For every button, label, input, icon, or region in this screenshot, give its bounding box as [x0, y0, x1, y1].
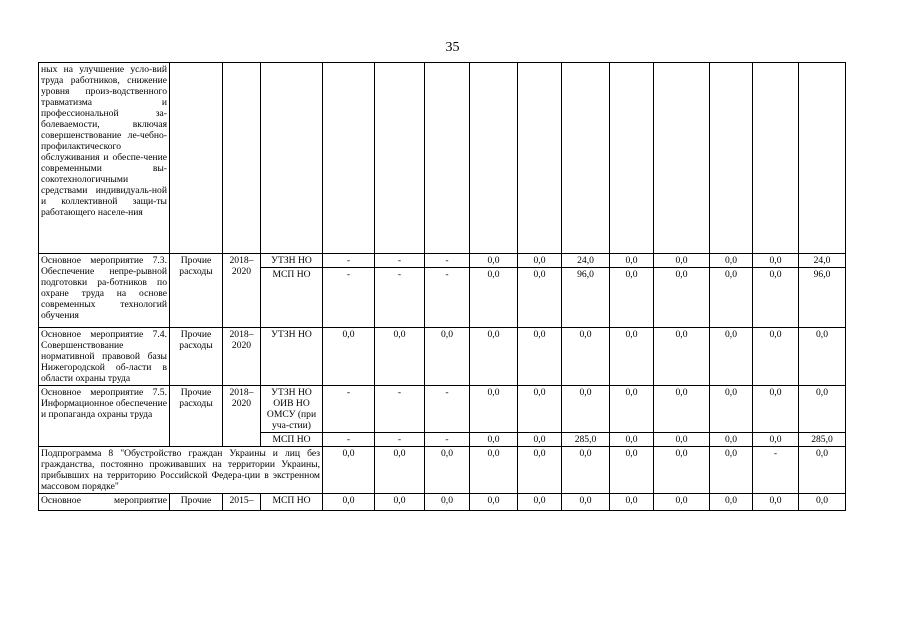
value-cell: 0,0 — [518, 386, 562, 433]
total-cell: 0,0 — [799, 494, 846, 511]
value-cell: 0,0 — [323, 494, 375, 511]
value-cell: 0,0 — [562, 447, 610, 494]
funding-source: Прочие расходы — [170, 254, 223, 328]
value-cell: - — [375, 254, 425, 268]
value-cell: - — [323, 268, 375, 328]
value-cell: - — [375, 268, 425, 328]
value-cell: 0,0 — [753, 328, 799, 386]
value-cell: 0,0 — [518, 254, 562, 268]
value-cell: 0,0 — [710, 254, 753, 268]
value-cell: 0,0 — [323, 328, 375, 386]
period: 2015– — [223, 494, 261, 511]
value-cell: - — [375, 386, 425, 433]
value-cell: 0,0 — [425, 494, 470, 511]
measure-description: ных на улучшение усло-вий труда работников, снижение уровня произ-водственного травматизма и профессиональной за-болеваемости, включая совершенствование ле-чебно-профилактического обслуживания и обеспе-чение современными вы-сокотехнологичными средствами индивидуаль-ной и коллективной защи-ты работающего населе-ния — [39, 63, 170, 254]
total-cell: 24,0 — [799, 254, 846, 268]
value-cell: 0,0 — [610, 494, 654, 511]
value-cell: 0,0 — [654, 494, 710, 511]
value-cell: - — [425, 268, 470, 328]
table-row — [39, 386, 846, 433]
value-cell: 0,0 — [518, 494, 562, 511]
value-cell: 0,0 — [610, 328, 654, 386]
value-cell: 0,0 — [654, 433, 710, 447]
value-cell: - — [425, 433, 470, 447]
total-cell: 96,0 — [799, 268, 846, 328]
value-cell: 0,0 — [610, 386, 654, 433]
measure-description: Основное мероприятие — [39, 494, 170, 511]
value-cell: 0,0 — [562, 328, 610, 386]
value-cell: 0,0 — [753, 386, 799, 433]
value-cell: - — [753, 447, 799, 494]
funding-source: Прочие — [170, 494, 223, 511]
value-cell: 0,0 — [710, 447, 753, 494]
funding-source: Прочие расходы — [170, 328, 223, 386]
executor: УТЗН НО — [261, 254, 323, 268]
value-cell: 285,0 — [562, 433, 610, 447]
table-row — [39, 254, 846, 268]
value-cell: 0,0 — [654, 268, 710, 328]
value-cell: 0,0 — [610, 433, 654, 447]
value-cell: 96,0 — [562, 268, 610, 328]
period: 2018–2020 — [223, 386, 261, 447]
value-cell: 0,0 — [753, 494, 799, 511]
total-cell: 285,0 — [799, 433, 846, 447]
total-cell: 0,0 — [799, 328, 846, 386]
value-cell: 0,0 — [470, 268, 518, 328]
value-cell: 0,0 — [610, 447, 654, 494]
period: 2018–2020 — [223, 328, 261, 386]
value-cell: 0,0 — [753, 268, 799, 328]
value-cell: 0,0 — [654, 447, 710, 494]
value-cell: - — [323, 386, 375, 433]
value-cell: 0,0 — [375, 328, 425, 386]
value-cell: 0,0 — [654, 328, 710, 386]
page-number: 35 — [445, 40, 460, 55]
table-row — [39, 63, 846, 254]
subprogram-title: Подпрограмма 8 "Обустройство граждан Украины и лиц без гражданства, постоянно проживавших на территории Украины, прибывших на территорию Российской Федера-ции в экстренном массовом порядке" — [39, 447, 323, 494]
value-cell: 0,0 — [562, 494, 610, 511]
value-cell: 0,0 — [518, 268, 562, 328]
value-cell: 0,0 — [470, 386, 518, 433]
budget-table — [38, 62, 846, 511]
funding-source: Прочие расходы — [170, 386, 223, 447]
executor: УТЗН НО ОИВ НО ОМСУ (при уча-стии) — [261, 386, 323, 433]
table-row — [39, 494, 846, 511]
executor: МСП НО — [261, 433, 323, 447]
value-cell: - — [425, 254, 470, 268]
executor: МСП НО — [261, 268, 323, 328]
value-cell: - — [323, 433, 375, 447]
value-cell: 24,0 — [562, 254, 610, 268]
value-cell: 0,0 — [518, 433, 562, 447]
executor: УТЗН НО — [261, 328, 323, 386]
value-cell: - — [323, 254, 375, 268]
value-cell: 0,0 — [470, 254, 518, 268]
value-cell: 0,0 — [753, 433, 799, 447]
value-cell: 0,0 — [610, 268, 654, 328]
value-cell: 0,0 — [654, 386, 710, 433]
value-cell: 0,0 — [610, 254, 654, 268]
value-cell: 0,0 — [425, 447, 470, 494]
measure-description: Основное мероприятие 7.4. Совершенствование нормативной правовой базы Нижегородской об-ласти в области охраны труда — [39, 328, 170, 386]
value-cell: 0,0 — [710, 268, 753, 328]
value-cell: - — [425, 386, 470, 433]
measure-description: Основное мероприятие 7.5. Информационное обеспечение и пропаганда охраны труда — [39, 386, 170, 447]
value-cell: 0,0 — [375, 447, 425, 494]
value-cell: 0,0 — [710, 386, 753, 433]
value-cell: 0,0 — [470, 447, 518, 494]
table-row — [39, 328, 846, 386]
value-cell: 0,0 — [710, 433, 753, 447]
value-cell: 0,0 — [470, 494, 518, 511]
value-cell: 0,0 — [470, 328, 518, 386]
measure-description: Основное мероприятие 7.3. Обеспечение непре-рывной подготовки ра-ботников по охране труда на основе современных технологий обучения — [39, 254, 170, 328]
value-cell: 0,0 — [753, 254, 799, 268]
total-cell: 0,0 — [799, 447, 846, 494]
value-cell: 0,0 — [710, 494, 753, 511]
executor: МСП НО — [261, 494, 323, 511]
value-cell: 0,0 — [710, 328, 753, 386]
value-cell: 0,0 — [425, 328, 470, 386]
period: 2018–2020 — [223, 254, 261, 328]
value-cell: 0,0 — [323, 447, 375, 494]
value-cell: 0,0 — [562, 386, 610, 433]
value-cell: 0,0 — [654, 254, 710, 268]
value-cell: 0,0 — [518, 447, 562, 494]
total-cell: 0,0 — [799, 386, 846, 433]
value-cell: 0,0 — [518, 328, 562, 386]
value-cell: 0,0 — [375, 494, 425, 511]
value-cell: 0,0 — [470, 433, 518, 447]
table-row — [39, 447, 846, 494]
value-cell: - — [375, 433, 425, 447]
